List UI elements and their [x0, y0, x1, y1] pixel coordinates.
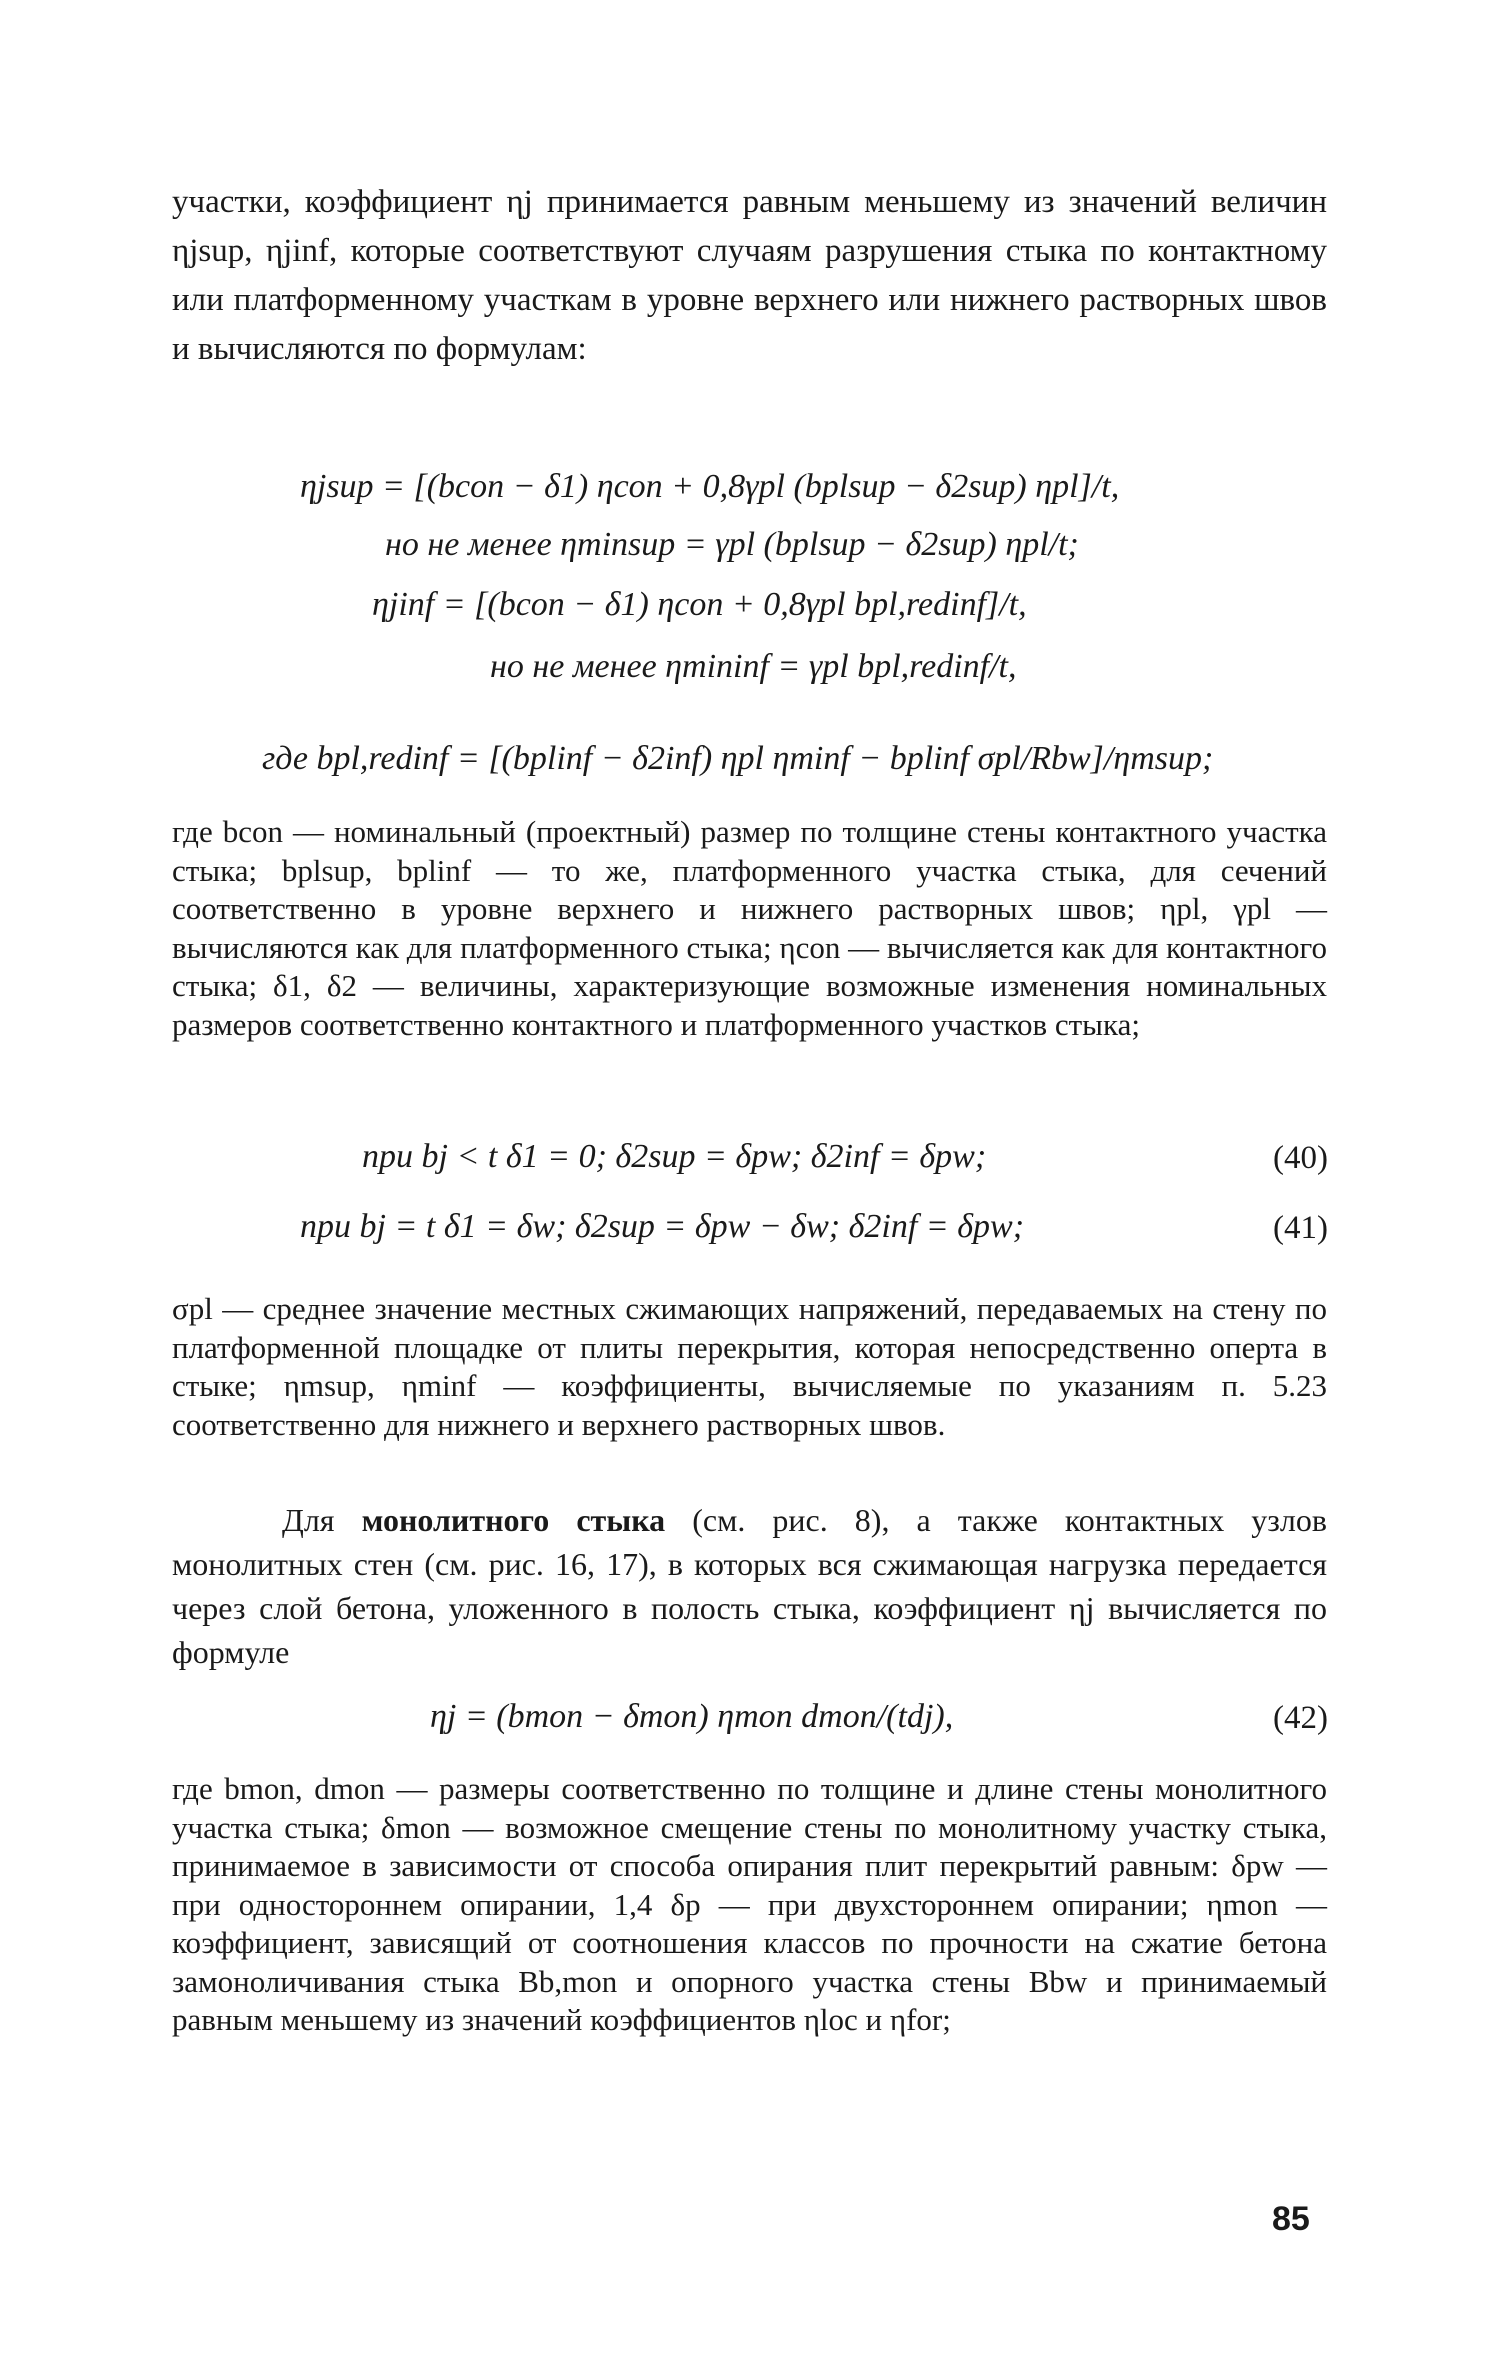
- monolith-lead: Для: [282, 1502, 335, 1538]
- equation-number-41: (41): [1273, 1210, 1328, 1246]
- intro-paragraph: участки, коэффициент ηj принимается равным меньшему из значений величин ηjsup, ηjinf, которые соответствуют случаям разрушения стыка по контактному или платформенному участкам в уровне верхнего или нижнего растворных швов и вычисляются по формулам:: [172, 184, 1327, 367]
- definitions-paragraph: где bcon — номинальный (проектный) размер по толщине стены контактного участка стыка; bplsup, bplinf — то же, платформенного участка стыка, для сечений соответственно в уровне верхнего и нижнего растворных швов; ηpl, γpl — вычисляются как для платформенного стыка; ηcon — вычисляется как для контактного стыка; δ1, δ2 — величины, характеризующие возможные изменения номинальных размеров соответственно контактного и платформенного участков стыка;: [172, 814, 1327, 1042]
- condition-40: при bj < t δ1 = 0; δ2sup = δpw; δ2inf = δpw;: [362, 1138, 987, 1175]
- monolith-bold-term: монолитного стыка: [361, 1502, 666, 1538]
- monolith-paragraph: [172, 1498, 1327, 1674]
- formula-eta-inf: ηjinf = [(bcon − δ1) ηcon + 0,8γpl bpl,redinf]/t,: [372, 586, 1027, 623]
- formula-eta-min-sup: но не менее ηminsup = γpl (bplsup − δ2sup) ηpl/t;: [385, 526, 1079, 563]
- equation-number-40: (40): [1273, 1140, 1328, 1176]
- monolith-rest: (см. рис. 8), а также контактных узлов монолитных стен (см. рис. 16, 17), в которых вся сжимающая нагрузка передается через слой бетона, уложенного в полость стыка, коэффициент ηj вычисляется по формуле: [172, 1502, 1327, 1670]
- formula-eta-min-inf: но не менее ηmininf = γpl bpl,redinf/t,: [490, 648, 1017, 685]
- equation-number-42: (42): [1273, 1700, 1328, 1736]
- formula-b-pl-red: где bpl,redinf = [(bplinf − δ2inf) ηpl ηminf − bplinf σpl/Rbw]/ηmsup;: [262, 740, 1214, 777]
- sigma-paragraph: σpl — среднее значение местных сжимающих напряжений, передаваемых на стену по платформенной площадке от плиты перекрытия, которая непосредственно оперта в стыке; ηmsup, ηminf — коэффициенты, вычисляемые по указаниям п. 5.23 соответственно для нижнего и верхнего растворных швов.: [172, 1291, 1327, 1442]
- condition-41: при bj = t δ1 = δw; δ2sup = δpw − δw; δ2inf = δpw;: [300, 1208, 1025, 1245]
- final-paragraph: где bmon, dmon — размеры соответственно по толщине и длине стены монолитного участка стыка; δmon — возможное смещение стены по монолитному участку стыка, принимаемое в зависимости от способа опирания плит перекрытий равным: δpw — при одностороннем опирании, 1,4 δp — при двухстороннем опирании; ηmon — коэффициент, зависящий от соотношения классов по прочности на сжатие бетона замоноличивания стыка Bb,mon и опорного участка стены Bbw и принимаемый равным меньшему из значений коэффициентов ηloc и ηfor;: [172, 1771, 1327, 2037]
- formula-eta-sup: ηjsup = [(bcon − δ1) ηcon + 0,8γpl (bplsup − δ2sup) ηpl]/t,: [300, 468, 1120, 505]
- page-number: 85: [1272, 2200, 1310, 2238]
- formula-42: ηj = (bmon − δmon) ηmon dmon/(tdj),: [430, 1698, 954, 1735]
